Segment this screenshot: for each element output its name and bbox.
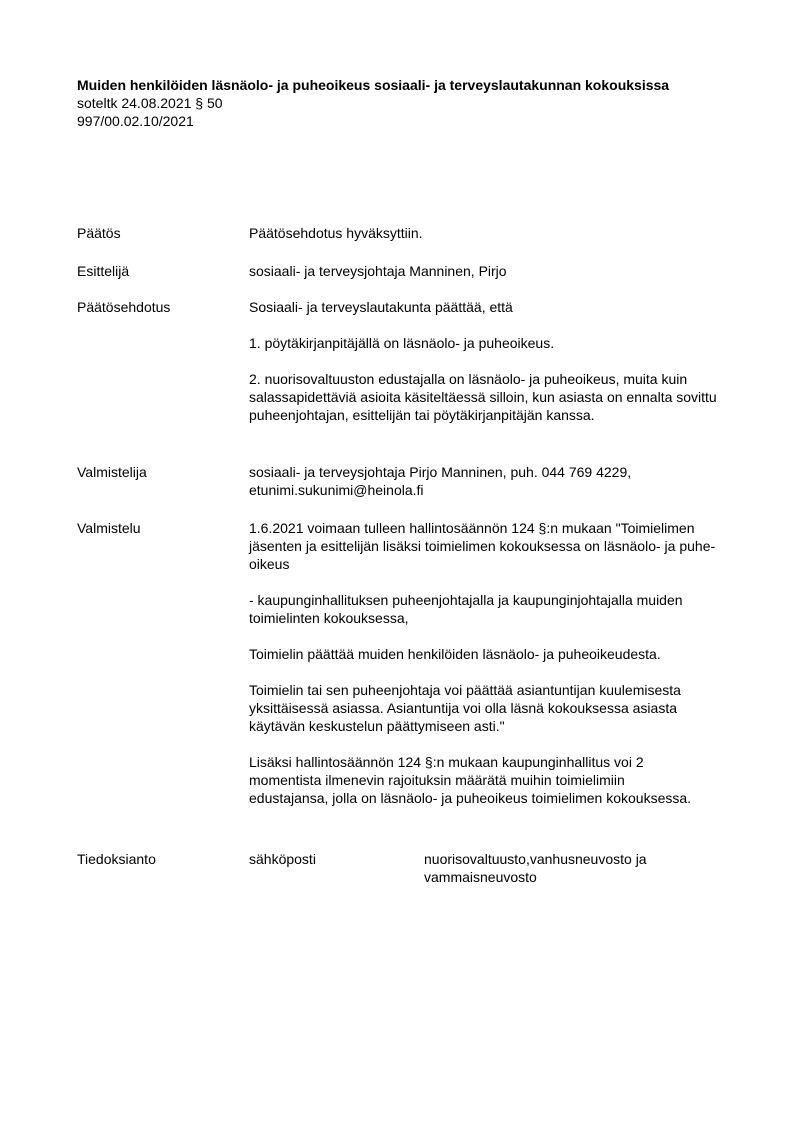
- proposal-item-1: 1. pöytäkirjanpitäjällä on läsnäolo- ja puheoikeus.: [249, 335, 555, 351]
- presenter-text: sosiaali- ja terveysjohtaja Manninen, Pirjo: [249, 263, 507, 279]
- decision-label: Päätös: [77, 225, 121, 241]
- proposal-item-2: 2. nuorisovaltuuston edustajalla on läsnäolo- ja puheoikeus, muita kuin salassapidettäviä asioita käsiteltäessä silloin, kun asiasta on ennalta sovittu puheenjohtajan, esittelijän tai pöytäkirjanpitäjän kanssa.: [249, 371, 717, 423]
- preparer-body: [249, 463, 729, 499]
- preparer-label: Valmistelija: [77, 464, 147, 480]
- preparer-line-1: sosiaali- ja terveysjohtaja Pirjo Manninen, puh. 044 769 4229,: [249, 464, 632, 480]
- preparation-paragraph-2: - kaupunginhallituksen puheenjohtajalla ja kaupunginjohtajalla muiden toimielinten kokouksessa,: [249, 592, 683, 626]
- preparation-label: Valmistelu: [77, 520, 141, 536]
- decision-text: Päätösehdotus hyväksyttiin.: [249, 225, 423, 241]
- proposal-body: [249, 298, 725, 424]
- preparation-paragraph-1: 1.6.2021 voimaan tulleen hallintosäännön 124 §:n mukaan "Toimielimen jäsenten ja esittelijän lisäksi toimielimen kokouksessa on läsnäolo- ja puhe-oikeus: [249, 520, 716, 572]
- preparation-paragraph-4: Toimielin tai sen puheenjohtaja voi päättää asiantuntijan kuulemisesta yksittäisessä asiassa. Asiantuntija voi olla läsnä kokouksessa asiasta käytävän keskustelun päättymiseen asti.": [249, 682, 681, 734]
- preparation-paragraph-5: Lisäksi hallintosäännön 124 §:n mukaan kaupunginhallitus voi 2 momentista ilmenevin rajoituksin määrätä muihin toimielimiin edustajansa, jolla on läsnäolo- ja puheoikeus toimielimen kokouksessa.: [249, 754, 692, 806]
- proposal-label: Päätösehdotus: [77, 299, 171, 315]
- notification-recipients: nuorisovaltuusto,vanhusneuvosto ja vammaisneuvosto: [424, 851, 647, 885]
- document-title: Muiden henkilöiden läsnäolo- ja puheoikeus sosiaali- ja terveyslautakunnan kokouksissa: [77, 77, 670, 93]
- proposal-intro: Sosiaali- ja terveyslautakunta päättää, että: [249, 299, 513, 315]
- diary-number: 997/00.02.10/2021: [77, 113, 194, 129]
- meeting-reference: soteltk 24.08.2021 § 50: [77, 95, 223, 111]
- notification-label: Tiedoksianto: [77, 851, 156, 867]
- document-header: [77, 76, 717, 130]
- notification-method: sähköposti: [249, 851, 316, 867]
- preparation-body: [249, 519, 729, 807]
- preparer-email: etunimi.sukunimi@heinola.fi: [249, 482, 424, 498]
- preparation-paragraph-3: Toimielin päättää muiden henkilöiden läsnäolo- ja puheoikeudesta.: [249, 646, 661, 662]
- presenter-label: Esittelijä: [77, 263, 130, 279]
